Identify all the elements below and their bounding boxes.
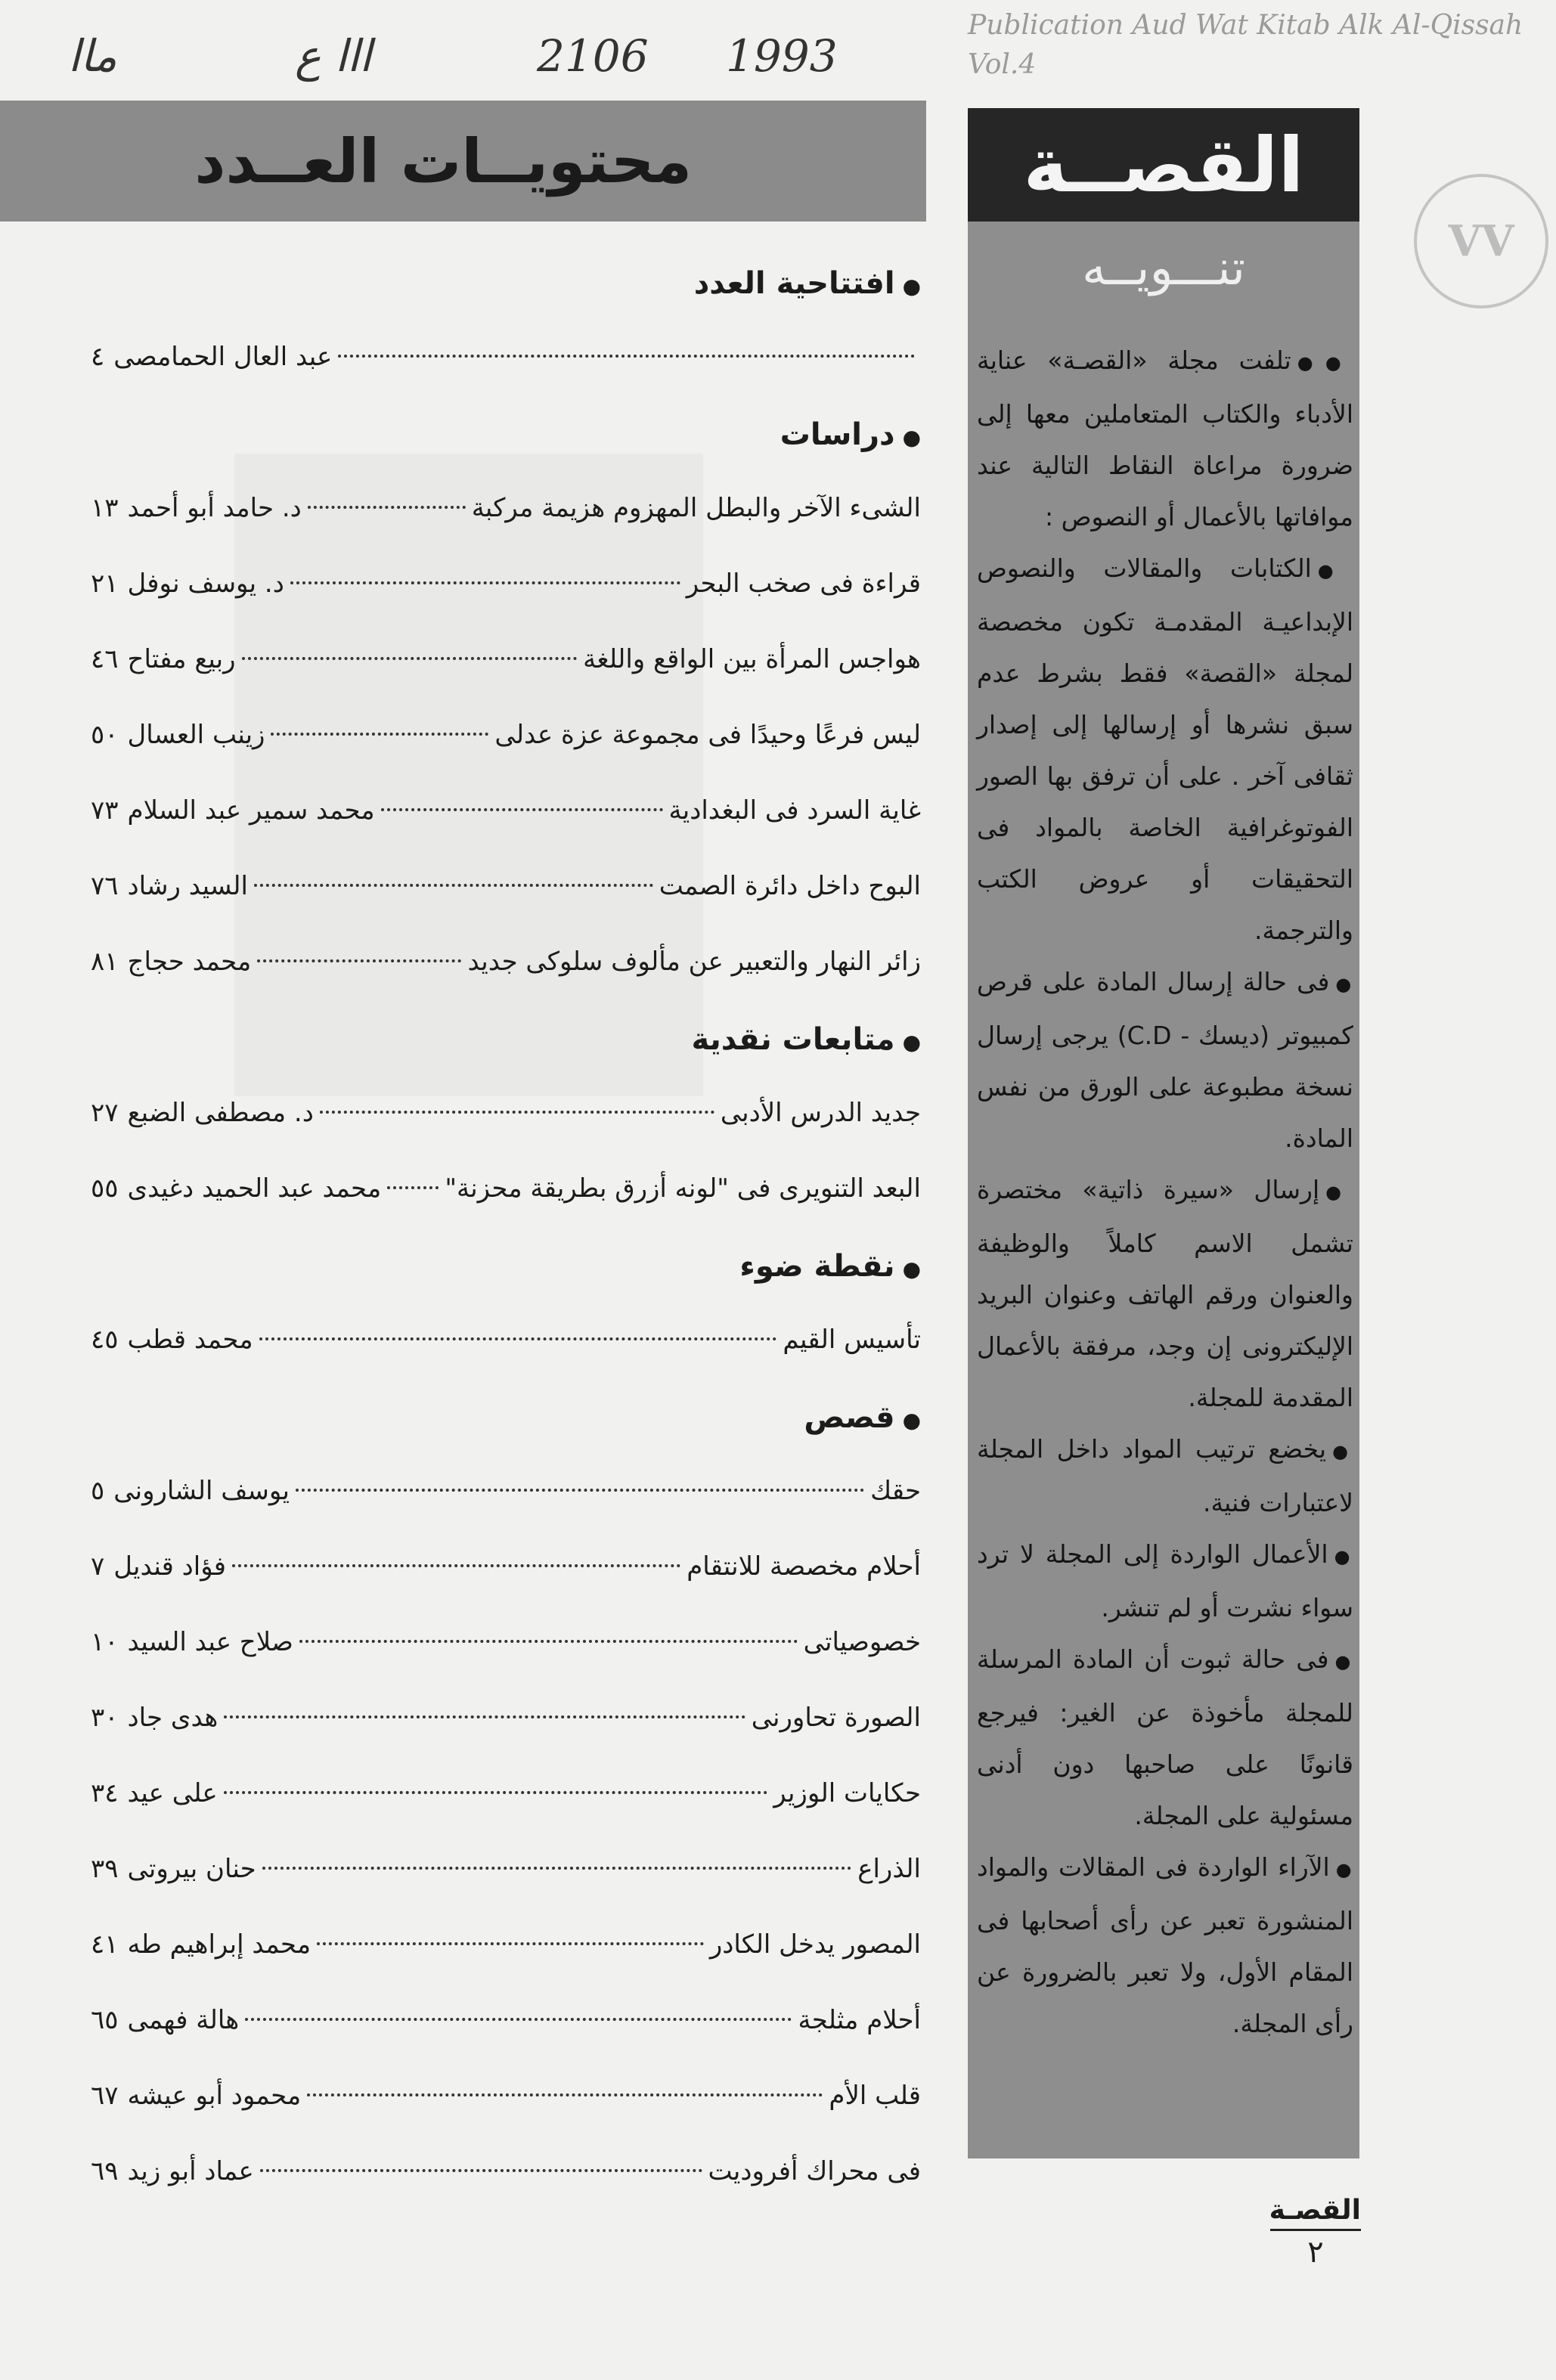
toc-entry (91, 703, 921, 779)
section-title: قصص (804, 1400, 895, 1435)
entry-title: خصوصياتى (803, 1627, 921, 1657)
entry-page-number: ٤٥ (91, 1325, 119, 1355)
entry-author: محمد عبد الحميد دغيدى (127, 1173, 382, 1204)
dotted-leader (296, 1489, 864, 1492)
entry-title: البعد التنويرى فى "لونه أزرق بطريقة محزنة" (445, 1173, 921, 1204)
dotted-leader (262, 1867, 852, 1870)
toc-entry (91, 1459, 921, 1535)
entry-page-number: ٥٠ (91, 720, 119, 750)
entry-author: صلاح عبد السيد (127, 1627, 293, 1657)
toc-entry (91, 1157, 921, 1232)
entry-author: السيد رشاد (127, 871, 248, 901)
entry-page-number: ٤١ (91, 1929, 119, 1960)
bullet-icon: ● (1334, 1651, 1353, 1672)
section-title: نقطة ضوء (739, 1249, 895, 1284)
entry-page-number: ٧٦ (91, 871, 119, 901)
entry-title: جديد الدرس الأدبى (720, 1098, 921, 1128)
notice-item (977, 543, 1353, 956)
toc-entry (91, 854, 921, 930)
entry-page-number: ١٣ (91, 493, 119, 523)
toc-entry (91, 2064, 921, 2140)
notice-text: فى حالة إرسال المادة على قرص كمبيوتر (ديسك - C.D) يرجى إرسال نسخة مطبوعة على الورق من نفس المادة. (977, 967, 1354, 1153)
bullet-icon: ● (902, 425, 921, 450)
notice-text: فى حالة ثبوت أن المادة المرسلة للمجلة مأخوذة عن الغير: فيرجع قانونًا على صاحبها دون أدنى مسئولية على المجلة. (977, 1644, 1353, 1830)
entry-author: على عيد (127, 1778, 218, 1808)
entry-title: الذراع (857, 1854, 921, 1884)
entry-title: تأسيس القيم (783, 1325, 921, 1355)
bullet-icon: ● (1335, 1859, 1353, 1880)
entry-title: الشىء الآخر والبطل المهزوم هزيمة مركبة (471, 493, 921, 523)
page-title: محتويــات العــدد (194, 126, 692, 197)
notice-list (977, 335, 1353, 2050)
dotted-leader (387, 1186, 439, 1189)
toc-entry (91, 1535, 921, 1610)
entry-author: محمد إبراهيم طه (127, 1929, 312, 1960)
dotted-leader (254, 884, 653, 887)
toc-entry (91, 476, 921, 552)
entry-author: محمد حجاج (127, 947, 252, 977)
toc-entry (91, 2140, 921, 2215)
toc-entry (91, 1610, 921, 1686)
entry-author: هالة فهمى (127, 2005, 240, 2035)
entry-page-number: ٣٩ (91, 1854, 119, 1884)
handwritten-mark-b: ااا ع (295, 30, 372, 82)
notice-text: الكتابات والمقالات والنصوص الإبداعيـة المقدمـة تكون مخصصة لمجلة «القصة» فقط بشرط عدم سبق نشرها أو إرسالها إلى إصدار ثقافى آخر . على أن ترفق بها الصور الفوتوغرافية الخاصة بالمواد فى التحقيقات أو عروض الكتب والترجمة. (977, 553, 1353, 945)
notice-item (977, 1842, 1353, 2050)
pencil-note-line2: Vol.4 (968, 49, 1037, 80)
notice-text: تلفت مجلة «القصـة» عناية الأدباء والكتاب المتعاملين معها إلى ضرورة مراعاة النقاط التالية عند موافاتها بالأعمال أو النصوص : (977, 346, 1353, 531)
bullet-icon: ● (1335, 974, 1353, 995)
dotted-leader (260, 2169, 702, 2172)
table-of-contents (91, 249, 921, 2215)
toc-section-heading (91, 401, 921, 476)
entry-title: قراءة فى صخب البحر (686, 569, 921, 599)
magazine-logo: القصــة (1023, 120, 1304, 209)
dotted-leader (257, 959, 461, 962)
library-stamp: VV (1414, 174, 1548, 308)
toc-entry (91, 1762, 921, 1837)
entry-page-number: ٢١ (91, 569, 119, 599)
entry-page-number: ٦٧ (91, 2081, 119, 2111)
entry-page-number: ٧٣ (91, 795, 119, 826)
bullet-icon: ● (1317, 560, 1353, 581)
entry-page-number: ٦٩ (91, 2156, 119, 2186)
entry-title: زائر النهار والتعبير عن مألوف سلوكى جديد (467, 947, 921, 977)
toc-entry (91, 1308, 921, 1384)
entry-title: حكايات الوزير (773, 1778, 921, 1808)
entry-author: محمود أبو عيشه (127, 2081, 302, 2111)
entry-title: هواجس المرأة بين الواقع واللغة (583, 644, 921, 674)
handwritten-number: 2106 (537, 30, 649, 82)
entry-author: د. مصطفى الضبع (127, 1098, 314, 1128)
dotted-leader (299, 1640, 798, 1643)
bullet-icon: ● (1325, 1182, 1353, 1203)
notice-text: الآراء الواردة فى المقالات والمواد المنشورة تعبر عن رأى أصحابها فى المقام الأول، ولا تعبر بالضرورة عن رأى المجلة. (977, 1852, 1353, 2038)
entry-page-number: ١٠ (91, 1627, 119, 1657)
entry-author: هدى جاد (127, 1703, 219, 1733)
dotted-leader (242, 657, 578, 660)
entry-title: أحلام مخصصة للانتقام (687, 1551, 921, 1582)
dotted-leader (271, 733, 488, 736)
toc-entry (91, 1686, 921, 1762)
notice-item (977, 1634, 1353, 1842)
dotted-leader (381, 808, 663, 811)
contents-banner (0, 101, 926, 222)
notice-sidebar (968, 108, 1359, 2158)
bullet-icon: ● (902, 1030, 921, 1055)
dotted-leader (224, 1715, 745, 1718)
entry-title: فى محراك أفروديت (708, 2156, 921, 2186)
entry-page-number: ٢٧ (91, 1098, 119, 1128)
bullet-icon: ●● (1297, 352, 1353, 373)
bullet-icon: ● (902, 1408, 921, 1433)
page-number: ٢ (1307, 2235, 1324, 2270)
bullet-icon: ● (902, 1257, 921, 1281)
toc-entry (91, 930, 921, 1006)
toc-entry (91, 1081, 921, 1157)
entry-author: عبد العال الحمامصى (113, 342, 333, 372)
entry-title: حقك (870, 1476, 921, 1506)
notice-text: إرسال «سيرة ذاتية» مختصرة تشمل الاسم كاملاً والوظيفة والعنوان ورقم الهاتف وعنوان البريد الإليكترونى إن وجد، مرفقة بالأعمال المقدمة للمجلة. (977, 1175, 1353, 1412)
entry-page-number: ٤ (91, 342, 105, 372)
entry-page-number: ٤٦ (91, 644, 119, 674)
toc-entry (91, 628, 921, 703)
notice-item (977, 1424, 1353, 1529)
notice-title: تنـــويــه (1081, 240, 1246, 296)
page-footer (1270, 2193, 1361, 2273)
bullet-icon: ● (902, 274, 921, 299)
dotted-leader (317, 1942, 704, 1945)
handwritten-year: 1993 (726, 30, 838, 82)
pencil-note-line1: Publication Aud Wat Kitab Alk Al-Qissah (968, 10, 1523, 41)
entry-page-number: ٦٥ (91, 2005, 119, 2035)
entry-title: قلب الأم (829, 2081, 921, 2111)
toc-section-heading (91, 249, 921, 325)
dotted-leader (245, 2018, 792, 2021)
entry-author: فؤاد قنديل (113, 1551, 227, 1582)
entry-title: أحلام مثلجة (798, 2005, 921, 2035)
magazine-logo-box (968, 108, 1359, 222)
handwritten-mark-a: ماا (68, 30, 117, 82)
toc-section-heading (91, 1232, 921, 1308)
toc-entry (91, 779, 921, 854)
dotted-leader (224, 1791, 768, 1794)
toc-entry (91, 552, 921, 628)
toc-section-heading (91, 1006, 921, 1081)
entry-author: ربيع مفتاح (127, 644, 236, 674)
dotted-leader (232, 1564, 680, 1567)
entry-page-number: ٧ (91, 1551, 105, 1582)
footer-magazine-name: القصـة (1270, 2193, 1361, 2231)
section-title: افتتاحية العدد (693, 266, 895, 301)
toc-entry (91, 325, 921, 401)
entry-author: عماد أبو زيد (127, 2156, 254, 2186)
entry-author: محمد سمير عبد السلام (127, 795, 375, 826)
notice-item (977, 956, 1353, 1164)
dotted-leader (290, 581, 680, 584)
entry-page-number: ٥٥ (91, 1173, 119, 1204)
dotted-leader (320, 1111, 714, 1114)
notice-text: الأعمال الواردة إلى المجلة لا ترد سواء نشرت أو لم تنشر. (977, 1539, 1353, 1622)
entry-author: د. يوسف نوفل (127, 569, 284, 599)
dotted-leader (338, 355, 915, 358)
toc-section-heading (91, 1384, 921, 1459)
toc-entry (91, 1837, 921, 1913)
dotted-leader (307, 2093, 823, 2096)
entry-title: الصورة تحاورنى (751, 1703, 921, 1733)
entry-author: يوسف الشارونى (113, 1476, 290, 1506)
toc-entry (91, 1913, 921, 1988)
entry-title: غاية السرد فى البغدادية (668, 795, 921, 826)
notice-item (977, 335, 1353, 543)
entry-title: المصور يدخل الكادر (709, 1929, 921, 1960)
toc-entry (91, 1988, 921, 2064)
dotted-leader (259, 1337, 777, 1340)
entry-title: البوح داخل دائرة الصمت (659, 871, 921, 901)
entry-page-number: ٣٠ (91, 1703, 119, 1733)
entry-title: ليس فرعًا وحيدًا فى مجموعة عزة عدلى (494, 720, 921, 750)
section-title: دراسات (780, 417, 895, 452)
notice-text: يخضع ترتيب المواد داخل المجلة لاعتبارات فنية. (977, 1434, 1353, 1517)
entry-page-number: ٣٤ (91, 1778, 119, 1808)
bullet-icon: ● (1334, 1546, 1353, 1567)
entry-author: محمد قطب (127, 1325, 253, 1355)
pencil-note (968, 6, 1542, 85)
notice-item (977, 1164, 1353, 1424)
entry-author: زينب العسال (127, 720, 265, 750)
section-title: متابعات نقدية (691, 1022, 895, 1057)
bullet-icon: ● (1332, 1441, 1353, 1462)
entry-author: حنان بيروتى (127, 1854, 256, 1884)
dotted-leader (308, 506, 466, 509)
entry-page-number: ٨١ (91, 947, 119, 977)
entry-author: د. حامد أبو أحمد (127, 493, 302, 523)
entry-page-number: ٥ (91, 1476, 105, 1506)
notice-item (977, 1529, 1353, 1634)
